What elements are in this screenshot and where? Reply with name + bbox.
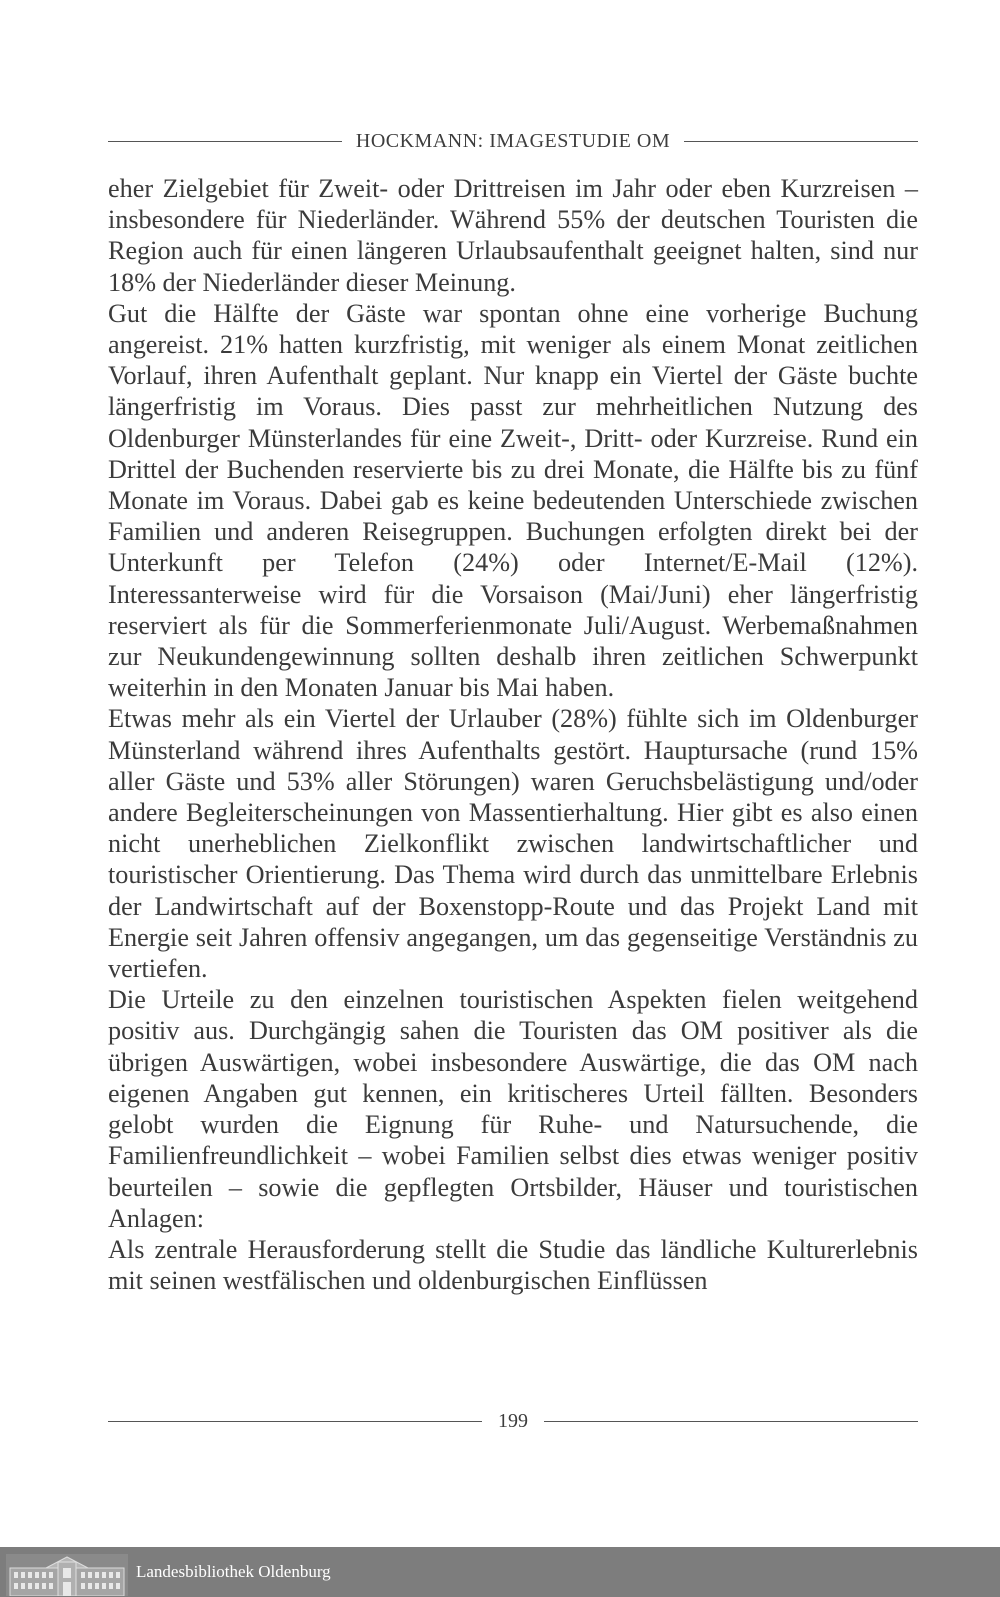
paragraph-4: Die Urteile zu den einzelnen touristischen Aspekten fielen weitgehend positiv aus. Durchgängig sahen die Touristen das OM positiver als die übrigen Auswärtigen, wobei insbesondere Auswärtige, die das OM nach eigenen Angaben gut kennen, ein kritischeres Urteil fällten. Besonders gelobt wurden die Eignung für Ruhe- und Natursuchende, die Familienfreundlichkeit – wobei Familien selbst dies etwas weniger positiv beurteilen – sowie die gepflegten Ortsbilder, Häuser und touristischen Anlagen: (108, 985, 918, 1233)
paragraph-5: Als zentrale Herausforderung stellt die Studie das ländliche Kulturerlebnis mit seinen westfälischen und oldenburgischen Einflüssen (108, 1234, 918, 1296)
header-rule-right (684, 141, 918, 142)
page-number: 199 (498, 1409, 528, 1432)
footer-rule-right (544, 1421, 918, 1422)
footer-rule-left (108, 1421, 482, 1422)
library-footer-bar (0, 1547, 1000, 1597)
folio (108, 1408, 918, 1434)
running-head (108, 128, 918, 154)
library-name: Landesbibliothek Oldenburg (136, 1562, 331, 1581)
body-text (108, 173, 918, 1296)
running-title: HOCKMANN: IMAGESTUDIE OM (355, 129, 671, 152)
header-rule-left (108, 141, 342, 142)
library-building-icon (6, 1554, 128, 1596)
paragraph-3: Etwas mehr als ein Viertel der Urlauber (28%) fühlte sich im Oldenburger Münsterland während ihres Aufenthalts gestört. Hauptursache (rund 15% aller Gäste und 53% aller Störungen) waren Geruchsbelästigung und/oder andere Begleiterscheinungen von Massentierhaltung. Hier gibt es also einen nicht unerheblichen Zielkonflikt zwischen landwirtschaftlicher und touristischer Orientierung. Das Thema wird durch das unmittelbare Erlebnis der Landwirtschaft auf der Boxenstopp-Route und das Projekt Land mit Energie seit Jahren offensiv angegangen, um das gegenseitige Verständnis zu vertiefen. (108, 704, 918, 984)
paragraph-1: eher Zielgebiet für Zweit- oder Drittreisen im Jahr oder eben Kurzreisen – insbesondere für Niederländer. Während 55% der deutschen Touristen die Region auch für einen längeren Urlaubsaufenthalt geeignet halten, sind nur 18% der Niederländer dieser Meinung. (108, 174, 918, 297)
paragraph-2: Gut die Hälfte der Gäste war spontan ohne eine vorherige Buchung angereist. 21% hatten kurzfristig, mit weniger als einem Monat zeitlichen Vorlauf, ihren Aufenthalt geplant. Nur knapp ein Viertel der Gäste buchte längerfristig im Voraus. Dies passt zur mehrheitlichen Nutzung des Oldenburger Münsterlandes für eine Zweit-, Dritt- oder Kurzreise. Rund ein Drittel der Buchenden reservierte bis zu drei Monate, die Hälfte bis zu fünf Monate im Voraus. Dabei gab es keine bedeutenden Unterschiede zwischen Familien und anderen Reisegruppen. Buchungen erfolgten direkt bei der Unterkunft per Telefon (24%) oder Internet/E-Mail (12%). Interessanterweise wird für die Vorsaison (Mai/Juni) eher längerfristig reserviert als für die Sommerferienmonate Juli/August. Werbemaßnahmen zur Neukundengewinnung sollten deshalb ihren zeitlichen Schwerpunkt weiterhin in den Monaten Januar bis Mai haben. (108, 298, 918, 703)
